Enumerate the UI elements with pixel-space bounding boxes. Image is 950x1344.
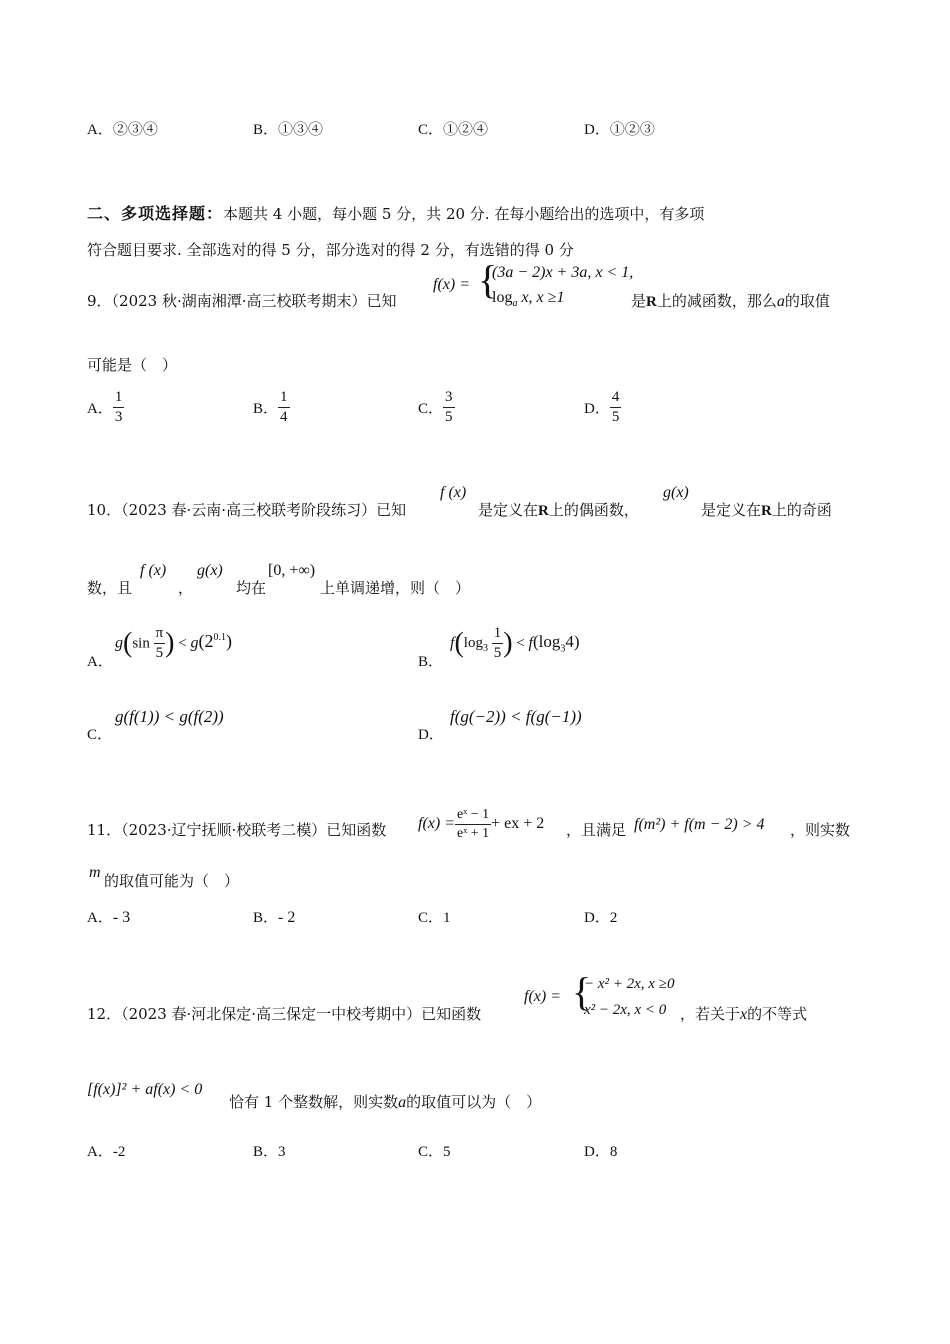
q12-option-a: A．-2	[87, 1144, 126, 1160]
q12-option-d: D．8	[584, 1144, 618, 1160]
q11-func: f(x) = $\frac{\text{eˣ − 1}}{\text{eˣ + 1}}$ + ex + 2	[418, 807, 545, 841]
q12-text1: ，若关于x的不等式	[680, 1005, 808, 1023]
q10-line2-fx: f (x)	[140, 562, 167, 579]
q10-line2-c: 上单调递增，则（ ）	[320, 579, 471, 597]
q12-brace: {	[572, 969, 592, 1014]
q12-case2: x² − 2x, x < 0	[584, 1002, 667, 1018]
q10-option-b-letter: B．	[418, 654, 444, 670]
q9-brace: {	[478, 257, 498, 302]
q10-option-d-expr: f(g(−2)) < f(g(−1))	[450, 707, 582, 726]
q9-line2: 可能是（ ）	[87, 356, 178, 374]
q10-option-c-letter: C．	[87, 727, 113, 743]
q11-option-a: A．- 3	[87, 909, 131, 926]
q10-text3: 是定义在R上的奇函	[701, 501, 832, 519]
q11-prefix: 11．（2023·辽宁抚顺·校联考二模）已知函数	[87, 821, 387, 839]
q10-option-d-letter: D．	[418, 727, 444, 743]
q10-line2-comma: ，	[178, 579, 194, 597]
q10-interval: [0, +∞)	[268, 562, 316, 579]
q10-option-b-expr: $f(\log_3$ $\frac{1}{5}$ ) < $f(\log_34)$	[450, 625, 580, 661]
q10-fx: f (x)	[440, 484, 467, 501]
q11-text2: ，则实数	[790, 821, 851, 839]
section-title: 二、多项选择题：	[87, 204, 224, 223]
q11-var-m: m	[89, 864, 101, 881]
q8-option-a: A．②③④	[87, 122, 158, 138]
q9-prefix: 9．（2023 秋·湖南湘潭·高三校联考期末）已知	[87, 292, 397, 310]
q11-text1: ，且满足	[566, 821, 627, 839]
q10-option-a-letter: A．	[87, 654, 113, 670]
q9-case2: $\log_a x$, x ≥1	[492, 289, 565, 310]
q10-line2-a: 数，且	[87, 579, 133, 597]
q11-option-c: C．1	[418, 910, 451, 926]
q10-option-a-expr: g(sin $\frac{\pi}{5}$ ) < $g(2^{0.1})$	[115, 625, 232, 661]
q10-prefix: 10．（2023 春·云南·高三校联考阶段练习）已知	[87, 501, 407, 519]
q8-option-c: C．①②④	[418, 122, 489, 138]
section-desc-1: 本题共 4 小题，每小题 5 分，共 20 分. 在每小题给出的选项中，有多项	[223, 205, 705, 223]
q11-cond: f(m²) + f(m − 2) > 4	[634, 816, 765, 833]
q12-line2: 恰有 1 个整数解，则实数a的取值可以为（ ）	[229, 1093, 542, 1111]
q10-line2-b: 均在	[236, 579, 267, 597]
q12-option-c: C．5	[418, 1144, 451, 1160]
q12-option-b: B．3	[253, 1144, 286, 1160]
q12-ineq: [f(x)]² + af(x) < 0	[87, 1081, 203, 1098]
section-desc-2: 符合题目要求. 全部选对的得 5 分，部分选对的得 2 分，有选错的得 0 分	[87, 241, 574, 259]
q9-option-c: C． $\frac{3}{5}$	[418, 389, 453, 425]
q10-line2-gx: g(x)	[197, 562, 223, 579]
q9-option-a: A． $\frac{1}{3}$	[87, 389, 123, 425]
q9-text: 是R上的减函数，那么a的取值	[631, 292, 830, 310]
q10-option-c-expr: g(f(1)) < g(f(2))	[115, 707, 224, 726]
q12-case1: − x² + 2x, x ≥0	[584, 976, 675, 992]
q11-line2: 的取值可能为（ ）	[104, 872, 240, 890]
q8-option-d: D．①②③	[584, 122, 655, 138]
q9-option-d: D． $\frac{4}{5}$	[584, 389, 620, 425]
q10-text1: 是定义在R上的偶函数，	[478, 501, 639, 519]
q11-option-d: D．2	[584, 910, 618, 926]
q8-option-b: B．①③④	[253, 122, 324, 138]
q9-case1: (3a − 2)x + 3a, x < 1,	[492, 264, 634, 281]
q11-option-b: B．- 2	[253, 909, 296, 926]
section-header	[87, 201, 704, 224]
q10-gx: g(x)	[663, 484, 689, 501]
q12-prefix: 12．（2023 春·河北保定·高三保定一中校考期中）已知函数	[87, 1005, 482, 1023]
q9-func: f(x) =	[433, 276, 470, 293]
q9-option-b: B． $\frac{1}{4}$	[253, 389, 288, 425]
q12-func: f(x) =	[524, 988, 561, 1005]
